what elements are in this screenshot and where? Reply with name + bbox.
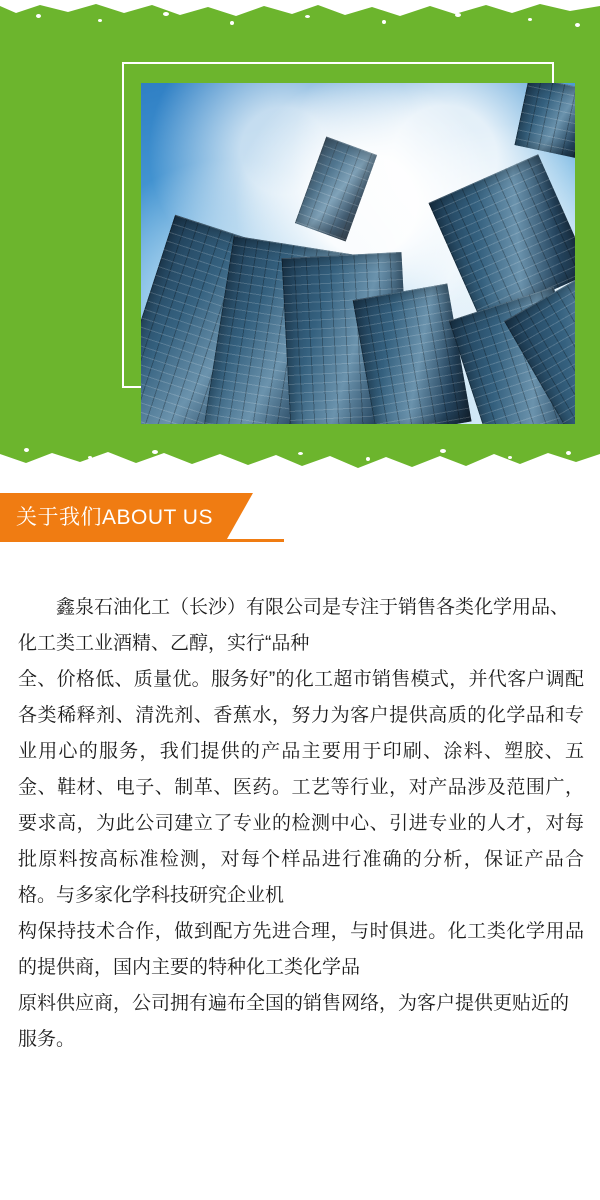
banner-top-torn-edge (0, 0, 600, 30)
body-paragraph: 原料供应商，公司拥有遍布全国的销售网络，为客户提供更贴近的服务。 (18, 993, 570, 1050)
body-paragraph: 全、价格低、质量优。服务好”的化工超市销售模式，并代客户调配各类稀释剂、清洗剂、香蕉水，努力为客户提供高质的化学品和专业用心的服务，我们提供的产品主要用于印刷、涂料、塑胶、五金、鞋材、电子、制革、医药。工艺等行业，对产品涉及范围广，要求高，为此公司建立了专业的检测中心、引进专业的人才，对每批原料按高标准检测，对每个样品进行准确的分析，保证产品合格。与多家化学科技研究企业机 (18, 669, 584, 906)
section-heading-notch (227, 493, 253, 539)
hero-banner (0, 0, 600, 478)
section-heading (0, 493, 253, 539)
body-paragraph: 构保持技术合作，做到配方先进合理，与时俱进。化工类化学用品的提供商，国内主要的特种化工类化学品 (18, 921, 584, 978)
section-heading-label: 关于我们ABOUT US (0, 493, 227, 539)
section-heading-underline (0, 539, 284, 542)
body-paragraph: 鑫泉石油化工（长沙）有限公司是专注于销售各类化学用品、化工类工业酒精、乙醇，实行“品种 (18, 597, 570, 654)
hero-photo (141, 83, 575, 424)
banner-bottom-torn-edge (0, 444, 600, 478)
about-us-body (18, 590, 584, 1058)
